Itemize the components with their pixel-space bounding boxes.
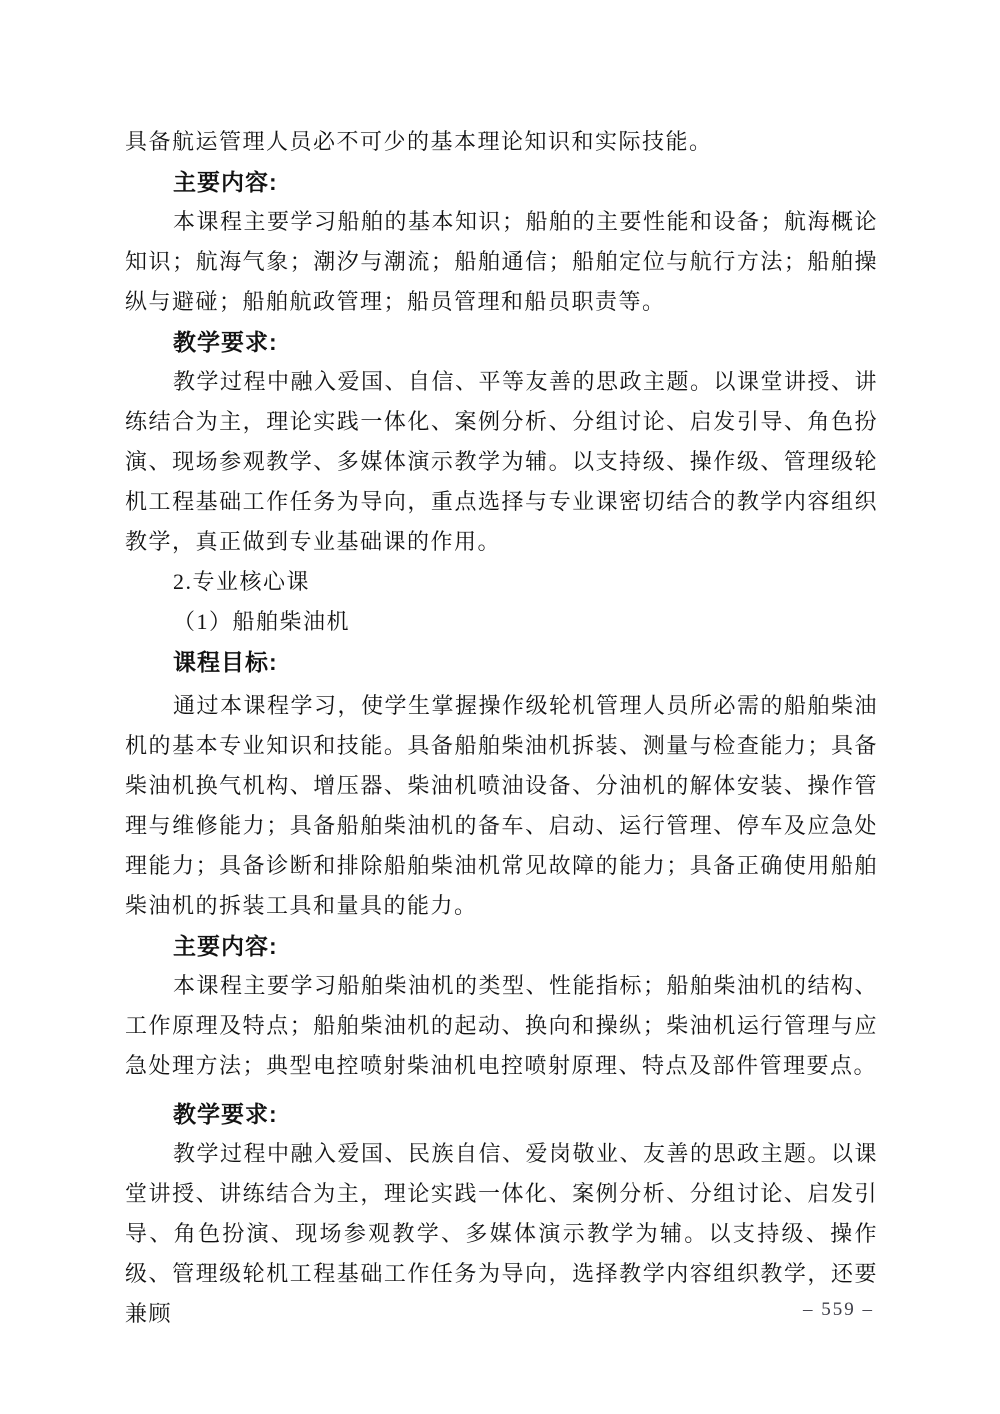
list-item-marine-diesel-engine: （1）船舶柴油机	[173, 609, 351, 634]
document-body	[125, 122, 878, 1334]
paragraph-main-content-2: 本课程主要学习船舶柴油机的类型、性能指标；船舶柴油机的结构、工作原理及特点；船舶柴油机的起动、换向和操纵；柴油机运行管理与应急处理方法；典型电控喷射柴油机电控喷射原理、特点及部件管理要点。	[125, 973, 879, 1078]
section-heading-main-content-2: 主要内容:	[173, 933, 278, 959]
paragraph-course-objectives: 通过本课程学习，使学生掌握操作级轮机管理人员所必需的船舶柴油机的基本专业知识和技能。具备船舶柴油机拆装、测量与检查能力；具备柴油机换气机构、增压器、柴油机喷油设备、分油机的解体安装、操作管理与维修能力；具备船舶柴油机的备车、启动、运行管理、停车及应急处理能力；具备诊断和排除船舶柴油机常见故障的能力；具备正确使用船舶柴油机的拆装工具和量具的能力。	[125, 693, 879, 918]
paragraph-teaching-requirements: 教学过程中融入爱国、自信、平等友善的思政主题。以课堂讲授、讲练结合为主，理论实践一体化、案例分析、分组讨论、启发引导、角色扮演、现场参观教学、多媒体演示教学为辅。以支持级、操作级、管理级轮机工程基础工作任务为导向，重点选择与专业课密切结合的教学内容组织教学，真正做到专业基础课的作用。	[125, 369, 879, 554]
section-heading-course-objectives: 课程目标:	[173, 649, 278, 675]
page-footer	[803, 1298, 874, 1322]
section-heading-teaching-requirements: 教学要求:	[173, 329, 278, 355]
paragraph-teaching-requirements-2: 教学过程中融入爱国、民族自信、爱岗敬业、友善的思政主题。以课堂讲授、讲练结合为主，理论实践一体化、案例分析、分组讨论、启发引导、角色扮演、现场参观教学、多媒体演示教学为辅。以支持级、操作级、管理级轮机工程基础工作任务为导向，选择教学内容组织教学，还要兼顾	[125, 1141, 879, 1326]
list-item-core-courses: 2.专业核心课	[173, 569, 311, 594]
paragraph-main-content: 本课程主要学习船舶的基本知识；船舶的主要性能和设备；航海概论知识；航海气象；潮汐与潮流；船舶通信；船舶定位与航行方法；船舶操纵与避碰；船舶航政管理；船员管理和船员职责等。	[125, 209, 879, 314]
page-number: – 559 –	[803, 1299, 874, 1320]
section-heading-main-content: 主要内容:	[173, 169, 278, 195]
paragraph-continued-intro: 具备航运管理人员必不可少的基本理论知识和实际技能。	[125, 129, 713, 154]
section-heading-teaching-requirements-2: 教学要求:	[173, 1101, 278, 1127]
